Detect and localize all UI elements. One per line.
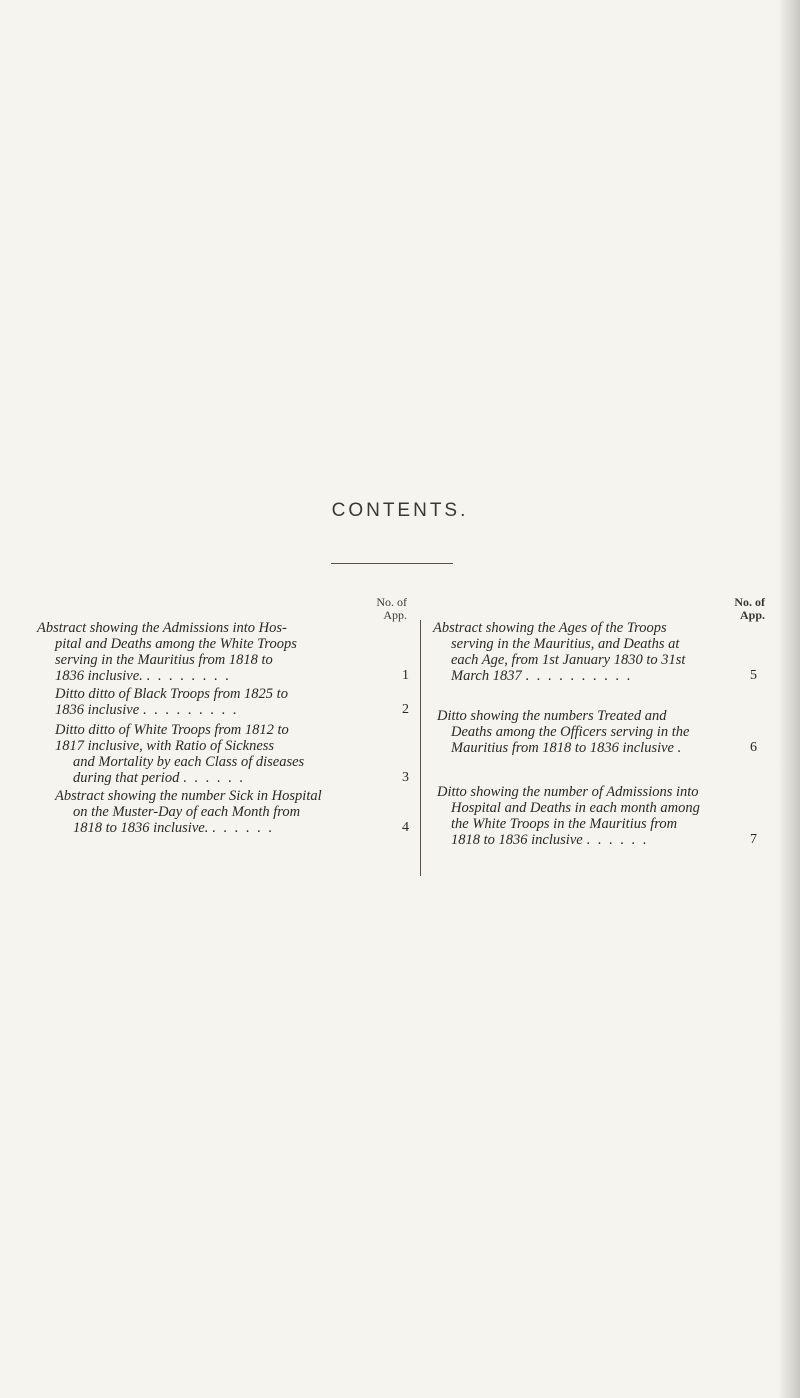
entry-line: Ditto showing the number of Admissions into — [437, 784, 699, 800]
toc-entry-1[interactable] — [37, 620, 409, 684]
dot-leaders: . . . . . . — [211, 820, 274, 836]
dot-leaders: . . . . . . . . . — [142, 702, 239, 718]
entry-line: on the Muster-Day of each Month from — [73, 804, 301, 820]
toc-entry-6[interactable] — [433, 708, 757, 756]
appendix-number: 4 — [402, 820, 409, 835]
entry-line: Abstract showing the number Sick in Hospital — [55, 788, 322, 804]
title-rule — [331, 563, 453, 564]
entry-line: pital and Deaths among the White Troops — [55, 636, 297, 652]
entry-line: 1818 to 1836 inclusive — [451, 832, 583, 848]
entry-line: Ditto ditto of White Troops from 1812 to — [55, 722, 289, 738]
appendix-number: 3 — [402, 770, 409, 785]
toc-entry-4[interactable] — [37, 788, 409, 836]
entry-line: Abstract showing the Ages of the Troops — [433, 620, 667, 636]
entry-line: Deaths among the Officers serving in the — [451, 724, 690, 740]
page-title: CONTENTS. — [331, 500, 469, 521]
appendix-number: 1 — [402, 668, 409, 683]
toc-entry-7[interactable] — [433, 784, 757, 848]
header-line-2: App. — [739, 608, 765, 622]
entry-line: serving in the Mauritius, and Deaths at — [451, 636, 680, 652]
left-column-header — [347, 596, 407, 622]
appendix-number: 2 — [402, 702, 409, 717]
entry-line: and Mortality by each Class of diseases — [73, 754, 305, 770]
entry-line: 1836 inclusive — [55, 702, 140, 718]
dot-leaders: . . . . . . — [586, 832, 649, 848]
header-line-1: No. of — [376, 595, 407, 609]
page-edge-shadow — [778, 0, 800, 1398]
entry-line: Mauritius from 1818 to 1836 inclusive . — [451, 740, 682, 756]
right-column — [420, 595, 765, 876]
appendix-number: 6 — [750, 740, 757, 755]
dot-leaders: . . . . . . . . — [146, 668, 231, 684]
header-line-1: No. of — [734, 595, 765, 609]
entry-line: 1818 to 1836 inclusive. — [73, 820, 209, 836]
entry-line: Abstract showing the Admissions into Hos- — [37, 620, 287, 636]
dot-leaders: . . . . . . . . . . — [525, 668, 633, 684]
entry-line: 1817 inclusive, with Ratio of Sickness — [55, 738, 275, 754]
toc-entry-5[interactable] — [433, 620, 757, 684]
toc-entry-3[interactable] — [37, 722, 409, 786]
dot-leaders: . . . . . . — [182, 770, 245, 786]
header-line-2: App. — [383, 608, 407, 622]
appendix-number: 7 — [750, 832, 757, 847]
entry-line: Ditto showing the numbers Treated and — [437, 708, 667, 724]
entry-line: Ditto ditto of Black Troops from 1825 to — [55, 686, 288, 702]
entry-line: each Age, from 1st January 1830 to 31st — [451, 652, 686, 668]
entry-line: March 1837 — [451, 668, 522, 684]
entry-line: during that period — [73, 770, 180, 786]
entry-line: 1836 inclusive. — [55, 668, 143, 684]
appendix-number: 5 — [750, 668, 757, 683]
entry-line: serving in the Mauritius from 1818 to — [55, 652, 273, 668]
entry-line: Hospital and Deaths in each month among — [451, 800, 700, 816]
right-column-header — [705, 596, 765, 622]
toc-entry-2[interactable] — [37, 686, 409, 718]
entry-line: the White Troops in the Mauritius from — [451, 816, 678, 832]
